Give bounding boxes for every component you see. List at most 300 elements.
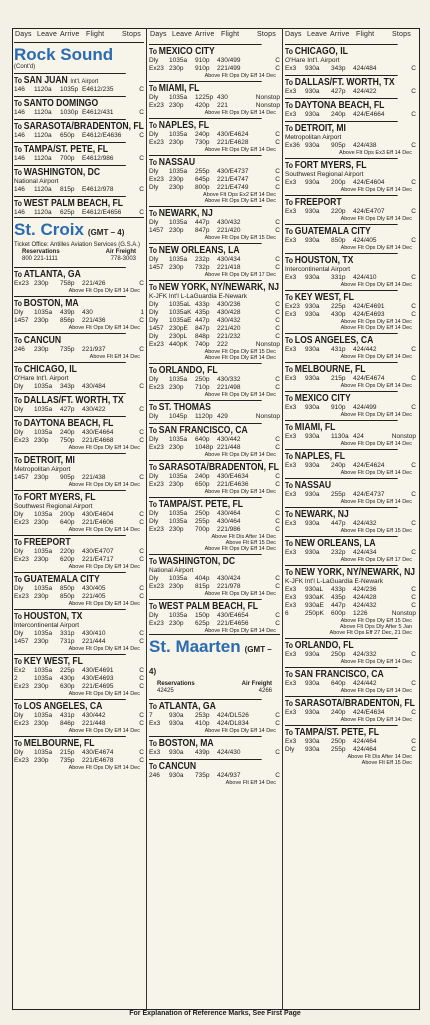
flight-leave: 930a (305, 346, 320, 353)
flight-number: 424/484 (353, 65, 377, 72)
flight-days: Ex23 (149, 102, 164, 109)
destination-block (285, 638, 416, 665)
destination-block (285, 121, 416, 156)
flight-arrive: 215p (331, 375, 346, 382)
flight-note: Above Flt Dis After 14 Dec (211, 534, 276, 540)
to-prefix: To (14, 122, 24, 131)
destination-block (14, 609, 144, 652)
destination-block (149, 460, 280, 495)
to-prefix: To (14, 299, 24, 308)
flight-number: 222 (217, 341, 228, 348)
destination-title (149, 423, 262, 436)
gmt-offset: (GMT – 4) (87, 228, 125, 237)
flight-note: Above Flt Ops Ex2 Eff 14 Dec (203, 192, 276, 198)
destination-name: HOUSTON, TX (294, 255, 354, 266)
flight-row (149, 518, 280, 526)
flight-days: Dly (149, 94, 159, 101)
flight-days: 2 (14, 675, 18, 682)
flight-number: 430/464 (217, 510, 241, 517)
destination-title (14, 73, 126, 86)
flight-number: 221/E4749 (217, 184, 249, 191)
flight-number: 430/E4691 (82, 667, 114, 674)
flight-days: Ex36 (285, 142, 300, 149)
flight-arrive: 433p (331, 586, 346, 593)
airport-name: Int'l. Airport (70, 78, 99, 85)
flight-stops: C (275, 583, 280, 590)
flight-note: Above Flt Ops Dly Eff 14 Dec (340, 187, 412, 193)
flight-stops: C (275, 384, 280, 391)
to-prefix: To (285, 641, 295, 650)
flight-arrive: 735p (195, 772, 210, 779)
destination-title (14, 416, 126, 429)
flight-row (285, 746, 416, 754)
flight-days: Dly (14, 309, 24, 316)
destination-title (285, 121, 398, 134)
flight-note: Above Flt Ops Dly Eff 14 Dec (340, 659, 412, 665)
flight-stops: C (411, 549, 416, 556)
flight-leave: 930a (169, 712, 184, 719)
flight-stops: C (411, 404, 416, 411)
destination-name: NEWARK, NJ (294, 509, 349, 520)
flight-note: Above Flt Ops Dly Eff 14 Dec (204, 591, 276, 597)
flight-number: 221/E4717 (82, 556, 114, 563)
destination-block (14, 267, 144, 294)
flight-stops: C (275, 301, 280, 308)
to-prefix: To (285, 78, 295, 87)
destination-name: NEW ORLEANS, LA (294, 538, 376, 549)
flight-stops: C (275, 139, 280, 146)
flight-stops: C (411, 709, 416, 716)
flight-leave: 930a (305, 680, 320, 687)
flight-days: Ex3 (285, 586, 297, 593)
flight-row (149, 444, 280, 452)
flight-number: 430 (82, 309, 93, 316)
flight-leave: 230p (169, 620, 184, 627)
destination-name: CANCUN (158, 761, 197, 772)
to-prefix: To (285, 101, 295, 110)
flight-note: Above Flt Dis After 14 Dec (347, 754, 412, 760)
destination-name: WEST PALM BEACH, FL (23, 198, 124, 209)
flight-stops: Nonstop (255, 341, 280, 348)
flight-note: Above Flt Ops Dly Eff 14 Dec (68, 325, 140, 331)
flight-days: 6 (285, 610, 289, 617)
flight-stops: C (275, 772, 280, 779)
flight-arrive: 758p (60, 280, 75, 287)
destination-title (149, 363, 262, 376)
destination-name: DETROIT, MI (23, 455, 75, 466)
flight-row (14, 209, 144, 217)
flight-row (285, 303, 416, 311)
flight-days: Dly (14, 548, 24, 555)
destination-title (14, 267, 126, 280)
flight-row (14, 630, 144, 638)
flight-days: Dly (149, 184, 159, 191)
destination-title (149, 759, 262, 772)
flight-leave: 250pK (305, 610, 324, 617)
flight-arrive: 847p (195, 227, 210, 234)
to-prefix: To (285, 198, 295, 207)
island-section (149, 634, 280, 697)
header-flight: Flight (86, 31, 105, 38)
destination-block (285, 75, 416, 96)
flight-stops: C (139, 593, 144, 600)
flight-days: Ex3 (285, 208, 297, 215)
flight-number: 430/410 (82, 630, 106, 637)
flight-stops: C (139, 548, 144, 555)
flight-arrive: 815p (60, 186, 75, 193)
flight-leave: 1035a (34, 383, 53, 390)
flight-leave: 930a (305, 303, 320, 310)
flight-number: 430/332 (217, 376, 241, 383)
flight-stops: C (139, 437, 144, 444)
flight-number: 424/E4737 (353, 491, 385, 498)
flight-arrive: 255p (195, 518, 210, 525)
flight-number: 221/232 (217, 333, 241, 340)
flight-days: Ex3 (149, 720, 161, 727)
flight-row (149, 436, 280, 444)
flight-note: Above Flt Ops Dly Eff 14 Dec (340, 245, 412, 251)
flight-number: 221/418 (217, 264, 241, 271)
flight-row (14, 280, 144, 288)
island-name: St. Maarten (149, 637, 241, 656)
flight-row (14, 406, 144, 414)
flight-row (149, 102, 280, 110)
flight-stops: C (139, 86, 144, 93)
flight-arrive: 255p (331, 746, 346, 753)
flight-arrive: 910p (195, 57, 210, 64)
flight-arrive: 847p (195, 325, 210, 332)
header-arrive: Arrive (330, 31, 350, 38)
flight-days: Ex3 (285, 346, 297, 353)
flight-days: Ex3 (285, 651, 297, 658)
flight-arrive: 730p (195, 139, 210, 146)
flight-leave: 930a (305, 111, 320, 118)
destination-name: BOSTON, MA (158, 738, 214, 749)
destination-title (149, 554, 262, 567)
flight-stops: C (411, 586, 416, 593)
to-prefix: To (14, 199, 24, 208)
to-prefix: To (14, 702, 24, 711)
flight-number: 430/405 (82, 585, 106, 592)
flight-number: 430/E4674 (82, 749, 114, 756)
flight-leave: 930a (305, 491, 320, 498)
to-prefix: To (285, 699, 295, 708)
flight-days: Ex23 (14, 280, 29, 287)
to-prefix: To (149, 403, 159, 412)
flight-arrive: 404p (195, 575, 210, 582)
flight-number: 221/499 (217, 65, 241, 72)
flight-stops: C (139, 519, 144, 526)
destination-block (149, 423, 280, 458)
flight-note: Above Flt Ops Dly Eff 14 Dec (204, 728, 276, 734)
flight-leave: 1120a (34, 86, 52, 93)
flight-arrive: 710p (195, 384, 210, 391)
flight-days: Ex23 (285, 303, 300, 310)
flight-row (285, 179, 416, 187)
island-section (14, 217, 144, 265)
flight-number: 424/E4624 (353, 462, 385, 469)
flight-leave: 1035a (169, 510, 188, 517)
flight-row (285, 65, 416, 73)
flight-row (14, 749, 144, 757)
destination-title (14, 296, 126, 309)
to-prefix: To (285, 452, 295, 461)
flight-note: Above Flt Ops Dly Eff 14 Dec (68, 564, 140, 570)
flight-arrive: 200p (60, 511, 75, 518)
destination-block (14, 416, 144, 451)
flight-leave: 930a (305, 208, 320, 215)
flight-stops: C (411, 602, 416, 609)
flight-days: Dly (149, 413, 159, 420)
flight-row (285, 491, 416, 499)
flight-note: Above Flt Ops Dly Eff 14 Dec (340, 688, 412, 694)
destination-name: TAMPA/ST. PETE, FL (158, 499, 244, 510)
flight-row (14, 109, 144, 117)
flight-leave: 1035a (34, 309, 53, 316)
flight-stops: C (411, 594, 416, 601)
destination-title (285, 333, 398, 346)
flight-days: Dly (14, 429, 24, 436)
flight-days: 1457 (14, 638, 29, 645)
destination-name: LOS ANGELES, CA (23, 701, 103, 712)
flight-stops: C (411, 346, 416, 353)
flight-leave: 230p (169, 139, 184, 146)
flight-number: 424/E4693 (353, 311, 385, 318)
flight-days: Ex23 (149, 444, 164, 451)
airport-name: Metropolitan Airport (14, 466, 71, 473)
flight-leave: 930a (305, 375, 320, 382)
flight-days: Ex3 (285, 462, 297, 469)
flight-stops: C (139, 511, 144, 518)
flight-leave: 1120a (34, 155, 52, 162)
flight-note: Above Flt Ops Dly Eff 14 Dec (340, 354, 412, 360)
flight-row (285, 738, 416, 746)
flight-row (14, 86, 144, 94)
flight-row (285, 594, 416, 602)
flight-arrive: 1130a (331, 433, 349, 440)
flight-stops: C (411, 208, 416, 215)
destination-name: NEW ORLEANS, LA (158, 245, 240, 256)
flight-arrive: 1030p (60, 109, 79, 116)
flight-days: Ex3 (285, 491, 297, 498)
flight-note: Above Flt Ops Dly Eff 14 Dec (340, 383, 412, 389)
destination-name: FREEPORT (294, 197, 342, 208)
flight-note: Above Flt Ops Dly Eff 14 Dec (68, 601, 140, 607)
flight-note: Above Flt Eff 14 Dec (89, 354, 140, 360)
flight-days: Ex23 (14, 720, 29, 727)
air-freight-number: 778-3003 (110, 256, 136, 262)
destination-name: NASSAU (294, 480, 332, 491)
flight-arrive: 439p (195, 749, 210, 756)
flight-note: Above Flt Ops Eff 27 Dec, 21 Dec (329, 630, 412, 636)
flight-stops: C (275, 227, 280, 234)
destination-name: FREEPORT (23, 537, 71, 548)
flight-days: Ex23 (149, 620, 164, 627)
to-prefix: To (14, 493, 24, 502)
to-prefix: To (14, 76, 24, 85)
flight-row (149, 772, 280, 780)
flight-number: 221/436 (82, 317, 106, 324)
destination-name: BOSTON, MA (23, 298, 79, 309)
flight-row (149, 413, 280, 421)
flight-leave: 1035a (169, 473, 188, 480)
flight-leave: 1035a (34, 406, 53, 413)
flight-days: Dly (149, 333, 159, 340)
destination-block (285, 253, 416, 288)
flight-arrive: 735p (60, 346, 75, 353)
flight-days: Ex23 (149, 176, 164, 183)
flight-arrive: 435p (331, 594, 346, 601)
to-prefix: To (285, 256, 295, 265)
flight-note: Above Flt Ops Dly Eff 14 Dec (340, 412, 412, 418)
flight-note: Above Flt Ops Dly Eff 17 Dec (204, 272, 276, 278)
destination-name: DETROIT, MI (294, 123, 346, 134)
flight-row (149, 720, 280, 728)
flight-number: 424/430 (217, 749, 241, 756)
flight-days: Ex23 (149, 384, 164, 391)
flight-stops: C (139, 630, 144, 637)
destination-title (14, 393, 126, 406)
flight-days: Dly (149, 168, 159, 175)
to-prefix: To (149, 84, 159, 93)
flight-row (14, 383, 144, 391)
destination-name: SARASOTA/BRADENTON, FL (23, 121, 144, 132)
section-subtitle: Ticket Office: Antilles Aviation Services (G.S.A.) (14, 242, 140, 248)
flight-days: Dly (14, 630, 24, 637)
destination-block (149, 736, 280, 757)
flight-number: 221/E4747 (217, 176, 249, 183)
reservations-label: Reservations (22, 249, 60, 255)
flight-leave: 930a (305, 311, 320, 318)
flight-row (149, 309, 280, 317)
flight-arrive: 630p (60, 683, 75, 690)
flight-stops: C (411, 142, 416, 149)
flight-stops: C (275, 256, 280, 263)
flight-leave: 230p (169, 583, 184, 590)
flight-days: Ex23 (14, 683, 29, 690)
flight-arrive: 910p (195, 65, 210, 72)
destination-title (149, 81, 262, 94)
flight-number: 221/E4678 (82, 757, 114, 764)
flight-row (149, 139, 280, 147)
flight-days: 1457 (149, 227, 164, 234)
flight-stops: C (139, 186, 144, 193)
flight-leave: 1120a (34, 186, 52, 193)
flight-number: 424/405 (353, 237, 377, 244)
to-prefix: To (285, 481, 295, 490)
flight-leave: 1035a (169, 131, 188, 138)
flight-note: Above Flt Ops Dly Eff 14 Dec (204, 546, 276, 552)
flight-number: 424/E4707 (353, 208, 385, 215)
flight-leave: 1035a (34, 511, 53, 518)
flight-leave: 930aL (305, 586, 324, 593)
flight-number: 221/438 (82, 474, 106, 481)
destination-title (149, 118, 262, 131)
flight-arrive: 910p (331, 404, 346, 411)
to-prefix: To (149, 246, 159, 255)
airport-name: K-JFK Int'l L-LaGuardia E-Newark (149, 293, 248, 300)
flight-number: 424/410 (353, 274, 377, 281)
destination-name: NEW YORK, NY/NEWARK, NJ (158, 282, 280, 293)
flight-days: Ex3 (285, 111, 297, 118)
flight-row (149, 384, 280, 392)
flight-number: 430/499 (217, 57, 241, 64)
flight-days: Dly (149, 376, 159, 383)
destination-block (285, 478, 416, 505)
to-prefix: To (14, 419, 24, 428)
flight-number: 221 (217, 102, 228, 109)
flight-leave: 230p (169, 65, 184, 72)
destination-name: SANTO DOMINGO (23, 98, 99, 109)
flight-stops: C (275, 376, 280, 383)
flight-number: 430/432 (217, 317, 241, 324)
to-prefix: To (285, 124, 295, 133)
reservations-values (149, 688, 280, 697)
flight-leave: 230pE (169, 325, 188, 332)
flight-number: 429 (217, 413, 228, 420)
flight-note: Above Flt Ops Dly Eff 14 Dec (204, 147, 276, 153)
flight-arrive: 735p (60, 757, 75, 764)
flight-number: 221/E4656 (217, 620, 249, 627)
header-days: Days (285, 31, 302, 38)
destination-block (14, 535, 144, 570)
destination-name: ATLANTA, GA (23, 269, 81, 280)
flight-stops: C (275, 436, 280, 443)
flight-days: Dly (149, 436, 159, 443)
flight-leave: 930a (305, 549, 320, 556)
flight-row (149, 341, 280, 349)
reservations-values (14, 256, 144, 265)
flight-number: 1226 (353, 610, 368, 617)
airport-name: Southwest Regional Airport (14, 503, 93, 510)
flight-row (149, 325, 280, 333)
flight-arrive: 850p (331, 237, 346, 244)
flight-stops: C (411, 491, 416, 498)
flight-number: 221/E4606 (82, 519, 114, 526)
destination-block (14, 490, 144, 533)
destination-title (149, 497, 262, 510)
flight-number: 430/E4654 (217, 612, 249, 619)
flight-row (149, 57, 280, 65)
to-prefix: To (14, 538, 24, 547)
destination-title (285, 290, 398, 303)
destination-name: FORT MYERS, FL (23, 492, 96, 503)
flight-leave: 1035a (34, 585, 53, 592)
flight-days: Ex3 (285, 375, 297, 382)
section-subtitle: (Cont'd) (14, 64, 36, 70)
destination-block (14, 393, 144, 414)
destination-name: TAMPA/ST. PETE, FL (23, 144, 109, 155)
airport-name: Southwest Regional Airport (285, 171, 364, 178)
flight-stops: C (139, 667, 144, 674)
header-leave: Leave (307, 31, 328, 38)
destination-name: NEWARK, NJ (158, 208, 213, 219)
flight-leave: 930a (305, 520, 320, 527)
destination-name: CHICAGO, IL (294, 46, 348, 57)
flight-days: Dly (149, 57, 159, 64)
destination-name: CANCUN (23, 335, 62, 346)
flight-row (149, 510, 280, 518)
destination-block (285, 195, 416, 222)
flight-row (14, 585, 144, 593)
flight-days: Dly (149, 219, 159, 226)
flight-stops: C (275, 620, 280, 627)
flight-number: 430/424 (217, 575, 241, 582)
destination-block (285, 44, 416, 73)
flight-days: Ex3 (285, 602, 297, 609)
flight-note: Above Flt Ops Dly Eff 14 Dec (68, 728, 140, 734)
flight-note: Above Flt Ops Dly Eff 15 Dec (340, 618, 412, 624)
